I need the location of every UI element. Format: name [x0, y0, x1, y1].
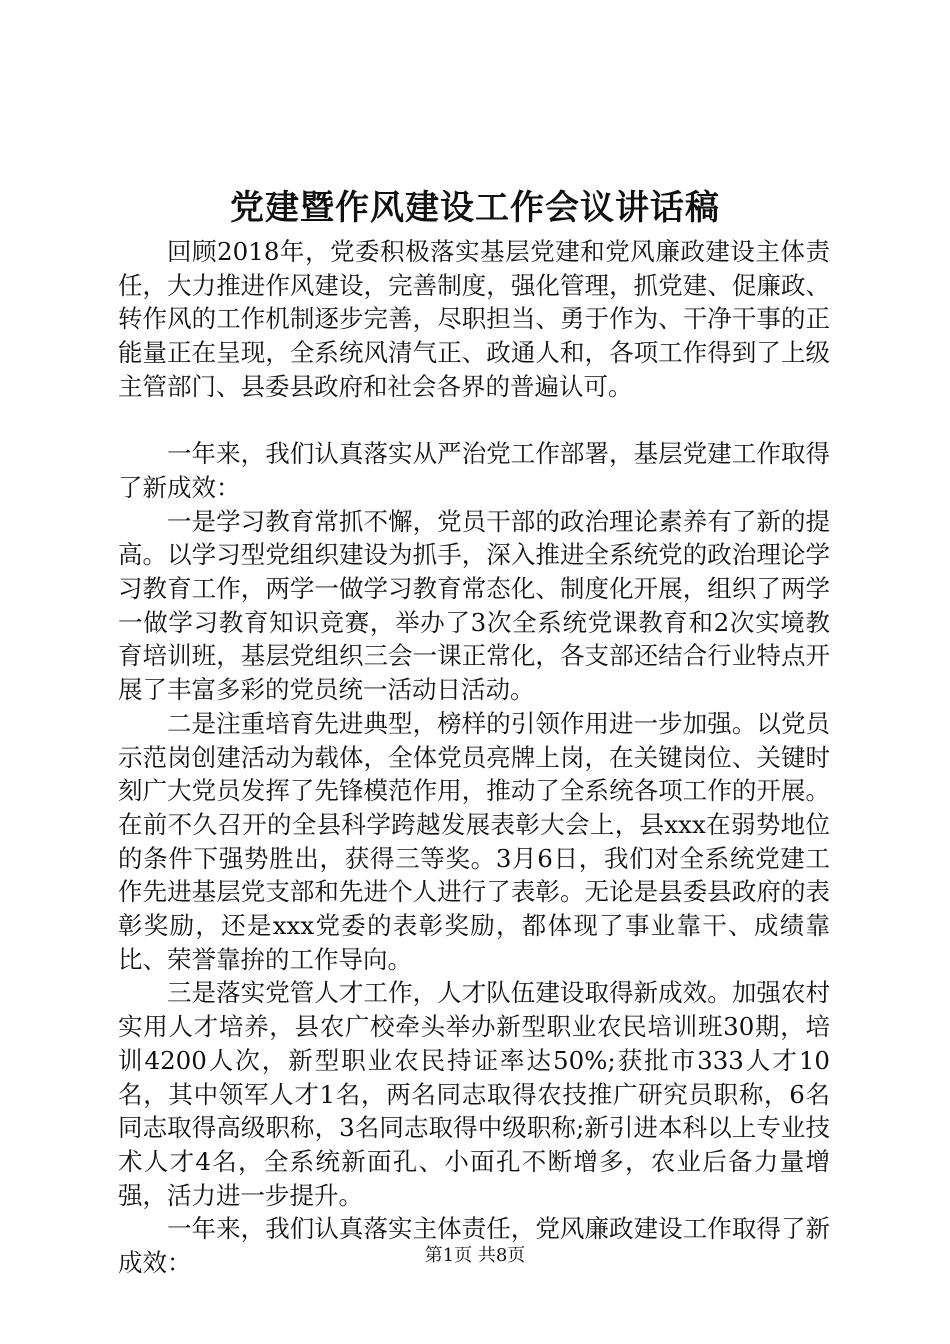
page-number-label: 第1页 共8页 — [424, 1245, 526, 1266]
paragraph-point-one: 一是学习教育常抓不懈，党员干部的政治理论素养有了新的提高。以学习型党组织建设为抓手，深入推进全系统党的政治理论学习教育工作，两学一做学习教育常态化、制度化开展，组织了两学一做学习教育知识竞赛，举办了3次全系统党课教育和2次实境教育培训班，基层党组织三会一课正常化，各支部还结合行业特点开展了丰富多彩的党员统一活动日活动。 — [118, 506, 830, 705]
document-title: 党建暨作风建设工作会议讲话稿 — [230, 188, 720, 228]
paragraph-integrity-intro: 一年来，我们认真落实主体责任，党风廉政建设工作取得了新成效： — [118, 1214, 830, 1278]
paragraph-point-three: 三是落实党管人才工作，人才队伍建设取得新成效。加强农村实用人才培养，县农广校牵头举办新型职业农民培训班30期，培训4200人次，新型职业农民持证率达50%;获批市333人才10名，其中领军人才1名，两名同志取得农技推广研究员职称，6名同志取得高级职称，3名同志取得中级职称;新引进本科以上专业技术人才4名，全系统新面孔、小面孔不断增多，农业后备力量增强，活力进一步提升。 — [118, 978, 830, 1210]
paragraph-party-building-intro: 一年来，我们认真落实从严治党工作部署，基层党建工作取得了新成效： — [118, 439, 830, 502]
paragraph-point-two: 二是注重培育先进典型，榜样的引领作用进一步加强。以党员示范岗创建活动为载体，全体党员亮牌上岗，在关键岗位、关键时刻广大党员发挥了先锋模范作用，推动了全系统各项工作的开展。在前不久召开的全县科学跨越发展表彰大会上，县xxx在弱势地位的条件下强势胜出，获得三等奖。3月6日，我们对全系统党建工作先进基层党支部和先进个人进行了表彰。无论是县委县政府的表彰奖励，还是xxx党委的表彰奖励，都体现了事业靠干、成绩靠比、荣誉靠拚的工作导向。 — [118, 708, 830, 974]
paragraph-review-2018: 回顾2018年，党委积极落实基层党建和党风廉政建设主体责任，大力推进作风建设，完善制度，强化管理，抓党建、促廉政、转作风的工作机制逐步完善，尽职担当、勇于作为、干净干事的正能量正在呈现，全系统风清气正、政通人和，各项工作得到了上级主管部门、县委县政府和社会各界的普遍认可。 — [118, 237, 830, 401]
page-footer — [0, 1243, 950, 1269]
document-body — [118, 235, 830, 1280]
